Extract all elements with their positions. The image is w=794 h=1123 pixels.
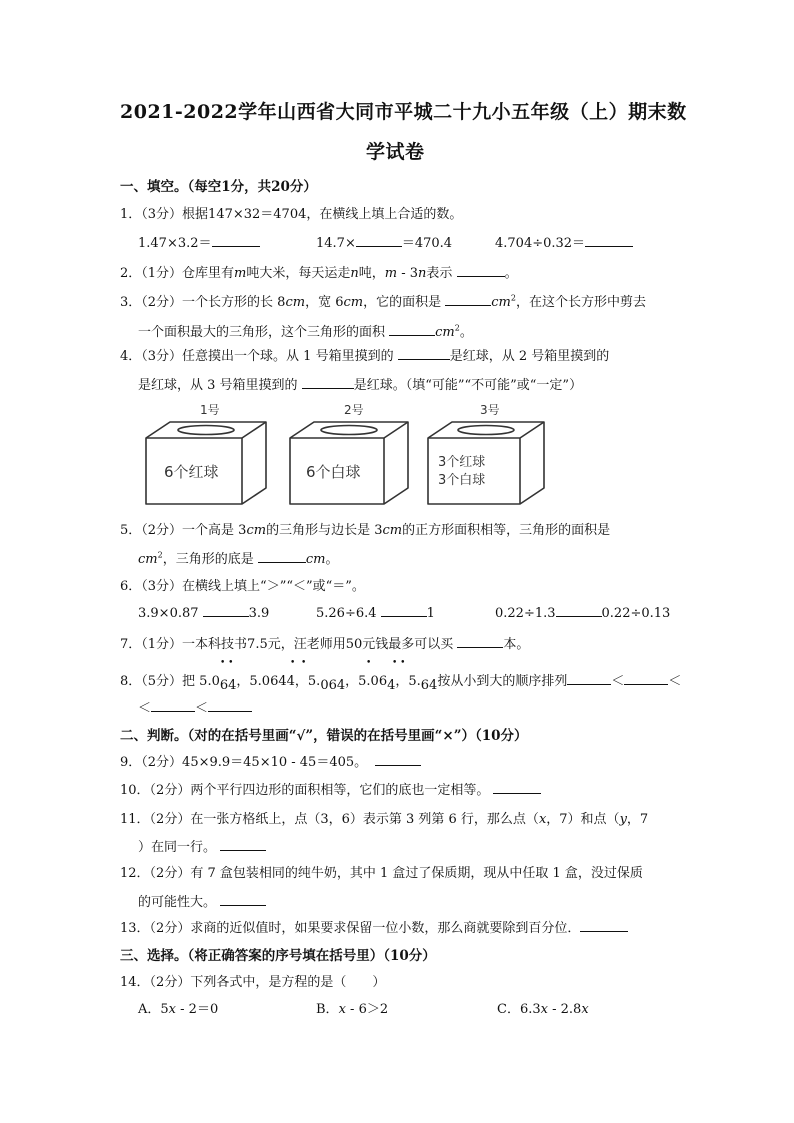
q8-lt4: ＜ <box>195 701 209 716</box>
q9-blank[interactable] <box>375 753 421 766</box>
q6-b <box>316 604 435 621</box>
q8-num5: ，5. <box>395 674 421 689</box>
box-3-label-2: 3个白球 <box>438 473 486 488</box>
box-1-tag: 1号 <box>200 403 220 417</box>
section-1-heading: 一、填空。（每空1分，共20分） <box>120 179 317 195</box>
q5-line2 <box>138 548 338 567</box>
q8-lt3: ＜ <box>138 701 152 716</box>
q11-text4: ）在同一行。 <box>138 840 217 855</box>
q1-a-blank[interactable] <box>212 234 260 247</box>
q2 <box>120 262 518 281</box>
q4-text1: 4．（3分）任意摸出一个球。从 1 号箱里摸到的 <box>120 349 394 364</box>
q2-text1: 2．（1分）仓库里有 <box>120 266 235 281</box>
box-3-label-1: 3个红球 <box>438 455 486 470</box>
q3-unit1: cm <box>285 295 306 310</box>
q2-text5: 。 <box>504 266 518 281</box>
q12-line1: 12．（2分）有 7 盒包装相同的纯牛奶，其中 1 盒过了保质期，现从中任取 1 盒，没过保质 <box>120 866 643 881</box>
q1-b-text1: 14.7× <box>316 236 356 251</box>
q8-blank1[interactable] <box>567 672 611 685</box>
q10-text: 10．（2分）两个平行四边形的面积相等，它们的底也一定相等。 <box>120 783 490 798</box>
q14-stem: 14．（2分）下列各式中，是方程的是（ ） <box>120 975 386 990</box>
q1-c-text: 4.704÷0.32＝ <box>495 236 586 251</box>
q6-a-right: 3.9 <box>248 606 270 621</box>
q8-num4: ，5.06 <box>345 674 388 689</box>
q4-boxes-figure <box>140 398 550 510</box>
q4-blank2[interactable] <box>302 376 354 389</box>
q4-text2: 是红球，从 2 号箱里摸到的 <box>449 349 610 364</box>
q4-text3: 是红球，从 3 号箱里摸到的 <box>138 378 298 393</box>
q14-option-b[interactable] <box>316 998 388 1017</box>
q5-text2: 的三角形与边长是 3 <box>266 523 383 538</box>
q8-text2: 按从小到大的顺序排列 <box>437 674 568 689</box>
box-2-label: 6个白球 <box>306 463 361 481</box>
q8-num5-repeat: 64 <box>420 678 438 693</box>
q5-text5: 。 <box>325 552 339 567</box>
section-3-heading: 三、选择。（将正确答案的序号填在括号里）（10分） <box>120 948 436 964</box>
q14-a-text2: - 2＝0 <box>176 1002 219 1017</box>
q13 <box>120 917 628 936</box>
q3-unit4: cm <box>435 325 455 340</box>
q14-c-text2: - 2.8 <box>547 1002 582 1017</box>
q7 <box>120 633 529 652</box>
q3-text3: ，它的面积是 <box>363 295 442 310</box>
q3-unit2: cm <box>343 295 364 310</box>
q14-b-text1: B． <box>316 1002 339 1017</box>
q5-text4: ，三角形的底是 <box>162 552 254 567</box>
q8-text1: 8．（5分）把 5.0 <box>120 674 220 689</box>
section-2-heading: 二、判断。（对的在括号里画“√”，错误的在括号里画“×”）（10分） <box>120 728 528 744</box>
q4-line2 <box>138 374 582 393</box>
q14-c-text1: C．6.3 <box>497 1002 541 1017</box>
q2-blank[interactable] <box>457 264 505 277</box>
q4-text4: 是红球。（填“可能”“不可能”或“一定”） <box>353 378 583 393</box>
q4-blank1[interactable] <box>398 347 450 360</box>
q2-expr-n: n <box>418 266 427 281</box>
q6-c-left: 0.22÷1.3 <box>495 606 556 621</box>
q14-b-text2: - 6＞2 <box>345 1002 389 1017</box>
q3-blank2[interactable] <box>389 323 435 336</box>
q8-lt2: ＜ <box>668 674 682 689</box>
q14-a-var: x <box>168 1002 177 1017</box>
q8-lt1: ＜ <box>611 674 625 689</box>
q6-stem: 6．（3分）在横线上填上“＞”“＜”或“＝”。 <box>120 579 365 594</box>
q8-num3-repeat: 064 <box>320 678 346 693</box>
q11-line1 <box>120 808 648 827</box>
q1-b-blank[interactable] <box>356 234 402 247</box>
q7-text1: 7．（1分）一本科技书7.5元，汪老师用50元钱最多可以买 <box>120 637 454 652</box>
q1-b-text2: ＝470.4 <box>401 236 453 251</box>
q9-text: 9．（2分）45×9.9＝45×10 - 45＝405。 <box>120 755 368 770</box>
q11-text3: ，7 <box>626 812 649 827</box>
q6-c <box>495 604 670 621</box>
q8-num1-repeat: 64 <box>219 678 237 693</box>
q10-blank[interactable] <box>493 781 541 794</box>
q3-text4: ，在这个长方形中剪去 <box>515 295 646 310</box>
q1-b <box>316 232 452 251</box>
q8-line1 <box>120 670 682 693</box>
q8-blank2[interactable] <box>624 672 668 685</box>
q5-sup: 2 <box>157 550 163 560</box>
q5-line1 <box>120 519 610 538</box>
q11-var-y: y <box>619 812 627 827</box>
q3-sup2: 2 <box>454 323 460 333</box>
q11-var-x: x <box>538 812 547 827</box>
q3-blank1[interactable] <box>445 293 491 306</box>
q12-text2: 的可能性大。 <box>138 895 217 910</box>
q14-a-text1: A．5 <box>138 1002 169 1017</box>
q8-line2 <box>138 697 252 716</box>
q12-blank[interactable] <box>220 893 266 906</box>
q2-text4: 表示 <box>426 266 453 281</box>
q6-c-right: 0.22÷0.13 <box>601 606 671 621</box>
q3-text2: ，宽 6 <box>305 295 344 310</box>
q6-b-blank[interactable] <box>381 604 427 617</box>
q9 <box>120 751 421 770</box>
q1-stem: 1．（3分）根据147×32＝4704，在横线上填上合适的数。 <box>120 207 463 222</box>
q11-line2 <box>138 836 266 855</box>
q5-text3: 的正方形面积相等，三角形的面积是 <box>402 523 611 538</box>
q14-option-a[interactable] <box>138 998 218 1017</box>
q14-c-var2: x <box>581 1002 589 1017</box>
q7-text2: 本。 <box>503 637 530 652</box>
q3-sup1: 2 <box>510 293 516 303</box>
q5-unit2: cm <box>382 523 403 538</box>
box-3-tag: 3号 <box>480 403 500 417</box>
q6-a <box>138 604 269 621</box>
q5-blank[interactable] <box>258 550 306 563</box>
q1-c-blank[interactable] <box>585 234 633 247</box>
q8-num4-repeat: 4 <box>387 678 396 693</box>
repeat-dot: • • <box>392 658 406 668</box>
repeat-dot: • <box>366 658 372 668</box>
q1-a-text: 1.47×3.2＝ <box>138 236 212 251</box>
q3-line1 <box>120 291 646 310</box>
q5-unit1: cm <box>246 523 267 538</box>
q2-expr: - 3 <box>397 266 419 281</box>
q6-b-left: 5.26÷6.4 <box>316 606 377 621</box>
box-1-label: 6个红球 <box>164 463 219 481</box>
q1-a <box>138 232 260 251</box>
q2-expr-m: m <box>384 266 398 281</box>
q7-blank[interactable] <box>457 635 503 648</box>
q3-line2 <box>138 321 473 340</box>
q4-line1 <box>120 345 609 364</box>
repeat-dot: • • <box>220 658 234 668</box>
q2-var-m: m <box>234 266 247 281</box>
q3-period: 。 <box>459 325 473 340</box>
q6-a-blank[interactable] <box>203 604 249 617</box>
q3-unit3: cm <box>491 295 511 310</box>
repeat-dot: • • <box>290 658 307 668</box>
q6-a-left: 3.9×0.87 <box>138 606 199 621</box>
q13-text: 13．（2分）求商的近似值时，如果要求保留一位小数，那么商就要除到百分位． <box>120 921 581 936</box>
q2-text3: 吨， <box>358 266 385 281</box>
q2-var-n: n <box>350 266 359 281</box>
q8-num2: ，5.0644，5. <box>236 674 321 689</box>
q14-c-var1: x <box>540 1002 548 1017</box>
q14-b-var: x <box>338 1002 346 1017</box>
q8-blank4[interactable] <box>208 699 252 712</box>
title-line-1: 2021-2022学年山西省大同市平城二十九小五年级（上）期末数 <box>120 101 687 123</box>
q5-text1: 5．（2分）一个高是 3 <box>120 523 247 538</box>
q3-text1: 3．（2分）一个长方形的长 8 <box>120 295 286 310</box>
q6-c-blank[interactable] <box>556 604 602 617</box>
q11-text1: 11．（2分）在一张方格纸上，点（3，6）表示第 3 列第 6 行，那么点（ <box>120 812 539 827</box>
q11-blank[interactable] <box>220 838 266 851</box>
q2-text2: 吨大米，每天运走 <box>246 266 351 281</box>
q5-unit4: cm <box>305 552 326 567</box>
q5-unit3: cm <box>138 552 158 567</box>
box-2-tag: 2号 <box>344 403 364 417</box>
q10 <box>120 779 541 798</box>
q6-b-right: 1 <box>426 606 435 621</box>
q14-option-c[interactable] <box>497 998 589 1017</box>
title-line-2: 学试卷 <box>366 141 425 163</box>
q13-blank[interactable] <box>580 919 628 932</box>
q1-c <box>495 232 633 251</box>
q8-blank3[interactable] <box>151 699 195 712</box>
q12-line2 <box>138 891 266 910</box>
q3-text5: 一个面积最大的三角形，这个三角形的面积 <box>138 325 386 340</box>
q11-text2: ，7）和点（ <box>546 812 620 827</box>
